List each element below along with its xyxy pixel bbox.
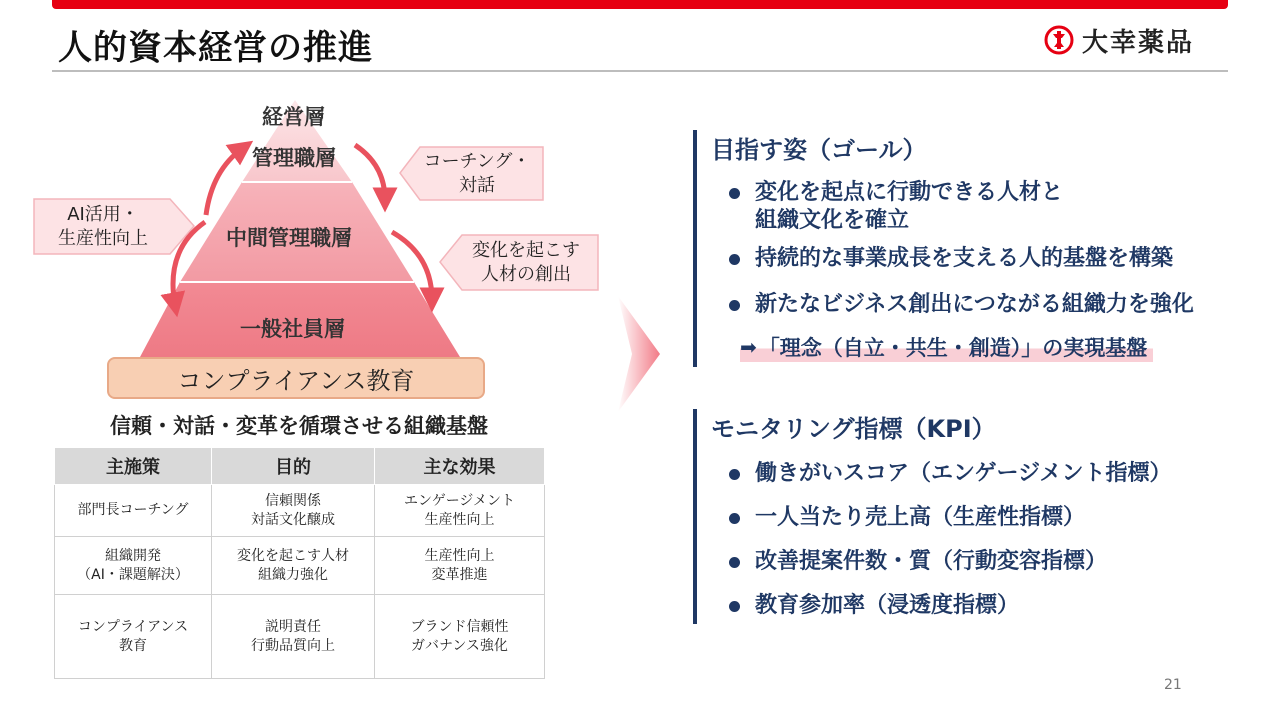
pyramid-level-executive: 経営層 (262, 105, 325, 129)
callout-change-text: 変化を起こす 人材の創出 (472, 240, 580, 285)
arrow-right-icon: ➡ (740, 335, 757, 359)
bullet-dot-icon (729, 557, 740, 568)
list-item: 教育参加率（浸透度指標） (697, 592, 1171, 620)
cycle-arrow-coaching (355, 145, 385, 200)
goal-heading: 目指す姿（ゴール） (711, 136, 927, 164)
table-cell: 生産性向上 変革推進 (375, 537, 545, 595)
table-cell: コンプライアンス 教育 (55, 595, 212, 679)
bullet-dot-icon (729, 254, 740, 265)
callout-ai-text: AI活用・ 生産性向上 (58, 204, 148, 249)
kpi-section (693, 409, 1171, 624)
flow-arrow-icon (618, 296, 662, 416)
measures-table (54, 447, 545, 679)
page-number: 21 (1164, 677, 1182, 693)
table-cell: 説明責任 行動品質向上 (212, 595, 375, 679)
bullet-dot-icon (729, 300, 740, 311)
table-cell: 信頼関係 対話文化醸成 (212, 485, 375, 537)
bullet-dot-icon (729, 188, 740, 199)
table-cell: 組織開発 （AI・課題解決） (55, 537, 212, 595)
goal-result (740, 332, 1153, 362)
page-title: 人的資本経営の推進 (58, 28, 373, 68)
bullet-dot-icon (729, 469, 740, 480)
goal-bullet-list (697, 179, 1194, 319)
table-header: 主な効果 (375, 448, 545, 485)
pyramid-level-manager: 管理職層 (252, 146, 336, 170)
table-cell: 変化を起こす人材 組織力強化 (212, 537, 375, 595)
list-item: 一人当たり売上高（生産性指標） (697, 504, 1171, 532)
table-cell: エンゲージメント 生産性向上 (375, 485, 545, 537)
table-header: 主施策 (55, 448, 212, 485)
pyramid-level-general-staff: 一般社員層 (240, 317, 345, 341)
logo-text: 大幸薬品 (1082, 27, 1195, 58)
goal-result-text: 「理念（自立・共生・創造）」の実現基盤 (758, 336, 1148, 360)
table-header: 目的 (212, 448, 375, 485)
table-header-row (55, 448, 545, 485)
list-item: 改善提案件数・質（行動変容指標） (697, 548, 1171, 576)
pyramid-subtitle: 信頼・対話・変革を循環させる組織基盤 (110, 414, 488, 438)
list-item: 新たなビジネス創出につながる組織力を強化 (697, 291, 1194, 319)
table-row (55, 537, 545, 595)
pyramid-level-middle-manager: 中間管理職層 (226, 226, 352, 250)
company-logo (1044, 22, 1194, 58)
trumpet-logo-icon (1044, 25, 1074, 55)
list-item: 変化を起点に行動できる人材と 組織文化を確立 (697, 179, 1194, 235)
list-item: 働きがいスコア（エンゲージメント指標） (697, 460, 1171, 488)
table-cell: 部門長コーチング (55, 485, 212, 537)
compliance-base: コンプライアンス教育 (107, 357, 485, 399)
table-row (55, 595, 545, 679)
bullet-dot-icon (729, 601, 740, 612)
bullet-dot-icon (729, 513, 740, 524)
table-cell: ブランド信頼性 ガバナンス強化 (375, 595, 545, 679)
kpi-bullet-list (697, 460, 1171, 620)
callout-coaching-text: コーチング・ 対話 (423, 151, 531, 196)
table-row (55, 485, 545, 537)
kpi-heading: モニタリング指標（KPI） (711, 415, 996, 443)
list-item: 持続的な事業成長を支える人的基盤を構築 (697, 245, 1194, 273)
